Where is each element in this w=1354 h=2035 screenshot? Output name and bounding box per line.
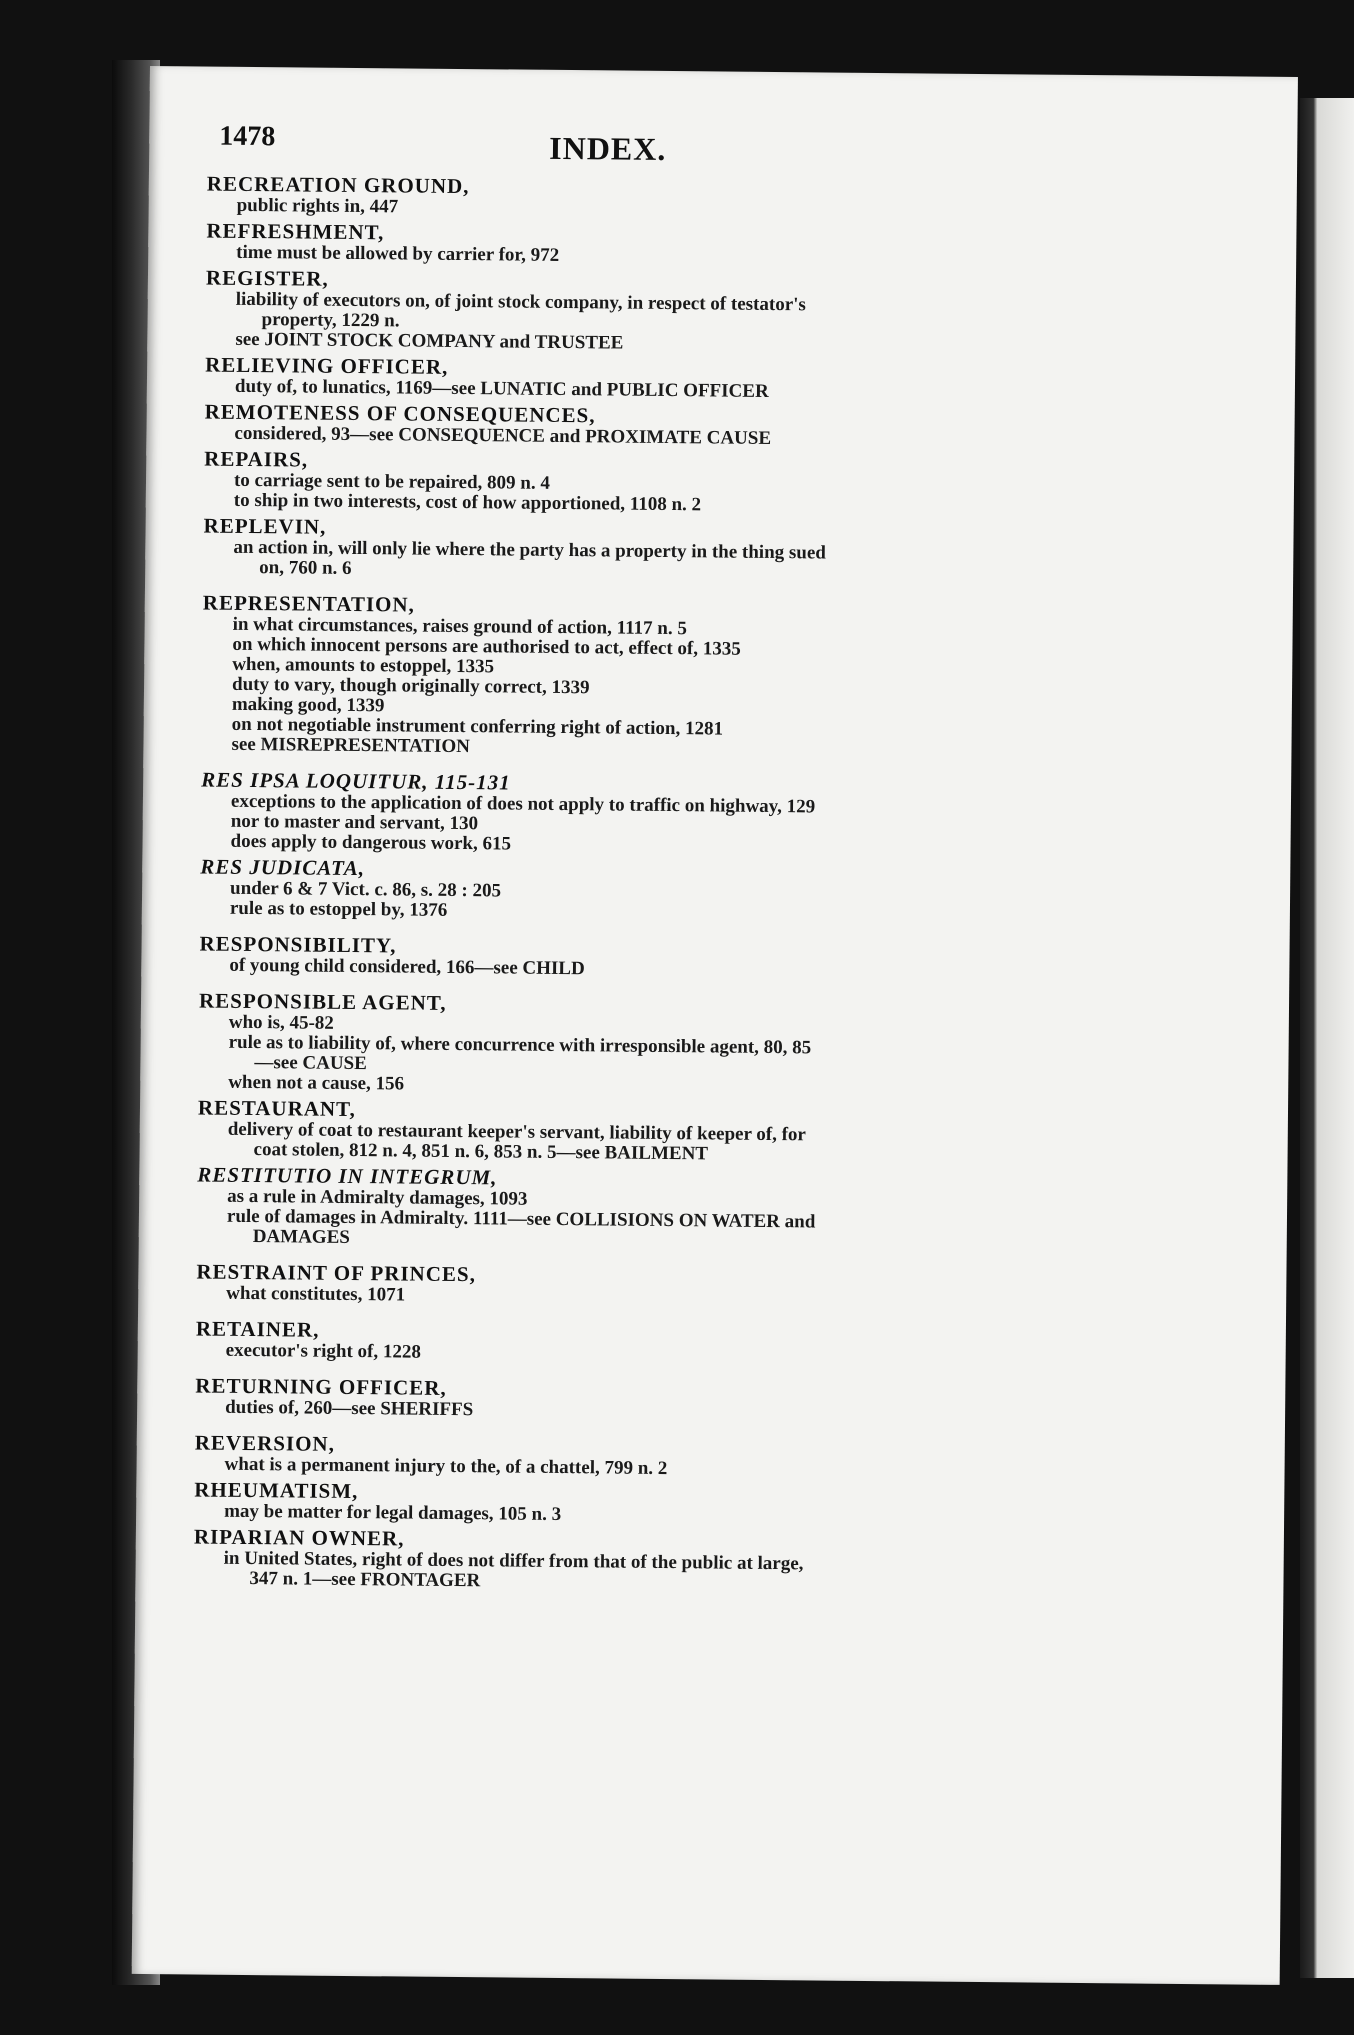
index-entry-restraint-of-princes (196, 1261, 1096, 1313)
index-entry-register (205, 267, 1106, 359)
index-entry-replevin (203, 515, 1104, 587)
index-entry-rheumatism (194, 1478, 1094, 1530)
entry-heading: RELIEVING OFFICER, (205, 352, 449, 379)
index-entry-representation (201, 592, 1103, 764)
index-entry-returning-officer (195, 1374, 1095, 1426)
page-title: INDEX. (549, 129, 667, 167)
entry-heading: RETAINER, (195, 1316, 320, 1342)
entry-line: in what circumstances, raises ground of action, 1117 n. 5 (232, 613, 687, 640)
index-entry-recreation-ground (207, 173, 1107, 225)
entry-line: liability of executors on, of joint stock company, in respect of testator's (235, 288, 806, 316)
index-entry-restitutio-in-integrum (197, 1164, 1098, 1256)
index-entry-relieving-officer (205, 354, 1105, 406)
entry-line: who is, 45-82 (228, 1011, 334, 1034)
entry-line: on which innocent persons are authorised to act, effect of, 1335 (232, 633, 741, 660)
entry-heading: REFRESHMENT, (206, 218, 385, 245)
entry-heading: RESTITUTIO IN INTEGRUM, (197, 1162, 498, 1190)
index-entries (193, 173, 1107, 1598)
entry-line: see JOINT STOCK COMPANY and TRUSTEE (235, 328, 624, 354)
entry-line: on, 760 n. 6 (259, 557, 352, 579)
index-entry-responsible-agent (198, 990, 1099, 1102)
entry-line: what constitutes, 1071 (226, 1282, 406, 1306)
entry-heading: RESTRAINT OF PRINCES, (196, 1259, 477, 1287)
entry-heading: RESTAURANT, (197, 1095, 356, 1122)
entry-line: executor's right of, 1228 (225, 1339, 422, 1363)
entry-line: of young child considered, 166—see CHILD (229, 954, 585, 980)
entry-line: rule as to liability of, where concurrence with irresponsible agent, 80, 85 (228, 1031, 812, 1059)
entry-line: considered, 93—see CONSEQUENCE and PROXIMATE CAUSE (234, 422, 772, 449)
entry-heading: RES IPSA LOQUITUR, 115-131 (201, 767, 511, 795)
index-entry-repairs (204, 448, 1105, 520)
entry-line: to ship in two interests, cost of how apportioned, 1108 n. 2 (233, 489, 702, 516)
entry-line: coat stolen, 812 n. 4, 851 n. 6, 853 n. 5—see BAILMENT (253, 1139, 709, 1165)
entry-line: rule of damages in Admiralty. 1111—see COLLISIONS ON WATER and (226, 1205, 816, 1233)
entry-line: time must be allowed by carrier for, 972 (236, 241, 560, 266)
entry-heading: RHEUMATISM, (194, 1477, 359, 1504)
entry-heading: RESPONSIBILITY, (199, 931, 397, 958)
index-entry-restaurant (198, 1097, 1099, 1169)
entry-line: when, amounts to estoppel, 1335 (232, 653, 495, 678)
entry-line: may be matter for legal damages, 105 n. 3 (224, 1500, 562, 1526)
entry-heading: RESPONSIBLE AGENT, (198, 988, 447, 1015)
entry-line: when not a cause, 156 (228, 1071, 405, 1095)
index-entry-refreshment (206, 220, 1106, 272)
entry-heading: REGISTER, (205, 265, 329, 291)
entry-line: duty to vary, though originally correct, 1339 (231, 673, 590, 699)
entry-line: property, 1229 n. (261, 309, 400, 332)
entry-line: does apply to dangerous work, 615 (230, 830, 512, 855)
entry-line: making good, 1339 (231, 693, 385, 717)
book-page (132, 66, 1298, 1985)
entry-heading: RES JUDICATA, (200, 854, 366, 881)
index-entry-res-judicata (200, 856, 1101, 928)
entry-heading: RETURNING OFFICER, (195, 1373, 447, 1400)
entry-heading: REVERSION, (194, 1430, 336, 1456)
entry-line: 347 n. 1—see FRONTAGER (249, 1568, 481, 1592)
entry-line: what is a permanent injury to the, of a chattel, 799 n. 2 (224, 1453, 668, 1480)
entry-heading: REPLEVIN, (203, 513, 327, 539)
facing-page-edge (1300, 98, 1354, 1978)
index-entry-retainer (196, 1317, 1096, 1369)
index-entry-remoteness (204, 401, 1104, 453)
entry-line: duty of, to lunatics, 1169—see LUNATIC and PUBLIC OFFICER (234, 375, 769, 402)
entry-line: see MISREPRESENTATION (231, 733, 470, 758)
entry-line: on not negotiable instrument conferring right of action, 1281 (231, 713, 724, 740)
entry-line: public rights in, 447 (236, 194, 399, 218)
entry-line: as a rule in Admiralty damages, 1093 (227, 1185, 528, 1210)
entry-line: to carriage sent to be repaired, 809 n. 4 (233, 469, 551, 494)
entry-heading: REMOTENESS OF CONSEQUENCES, (204, 399, 596, 428)
entry-heading: RECREATION GROUND, (206, 171, 470, 199)
index-entry-reversion (194, 1431, 1094, 1483)
entry-heading: RIPARIAN OWNER, (193, 1524, 405, 1551)
entry-line: in United States, right of does not differ from that of the public at large, (223, 1547, 804, 1575)
index-entry-riparian-owner (193, 1525, 1094, 1597)
entry-line: —see CAUSE (254, 1052, 367, 1075)
entry-heading: REPAIRS, (204, 446, 309, 472)
entry-line: under 6 & 7 Vict. c. 86, s. 28 : 205 (230, 877, 502, 902)
entry-line: DAMAGES (252, 1226, 350, 1248)
entry-line: an action in, will only lie where the party has a property in the thing sued (233, 536, 827, 564)
index-entry-res-ipsa-loquitur (200, 769, 1101, 861)
entry-line: rule as to estoppel by, 1376 (229, 897, 448, 921)
entry-line: nor to master and servant, 130 (230, 810, 479, 835)
entry-line: delivery of coat to restaurant keeper's servant, liability of keeper of, for (227, 1118, 807, 1146)
index-entry-responsibility (199, 933, 1099, 985)
entry-heading: REPRESENTATION, (202, 590, 415, 617)
entry-line: duties of, 260—see SHERIFFS (225, 1396, 474, 1421)
page-number: 1478 (219, 120, 276, 153)
entry-line: exceptions to the application of does not apply to traffic on highway, 129 (230, 790, 816, 818)
